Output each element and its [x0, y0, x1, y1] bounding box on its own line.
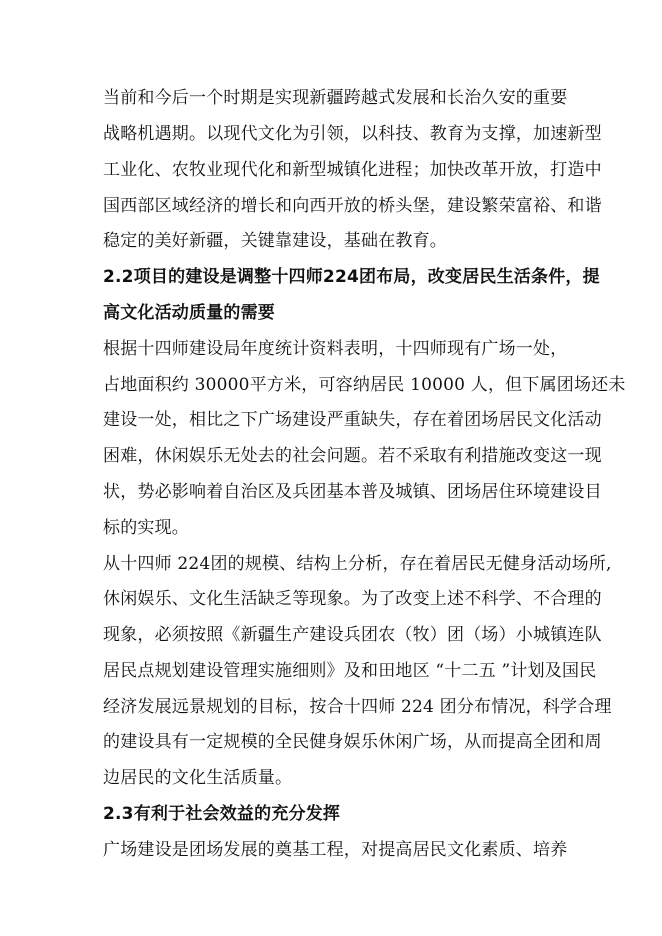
section-heading-2-2-line-2: 高文化活动质量的需要: [103, 303, 275, 323]
section-heading-2-2-line-1: 2.2项目的建设是调整十四师224团布局，改变居民生活条件，提: [103, 267, 600, 287]
paragraph-3-line-1: 从十四师 224团的规模、结构上分析，存在着居民无健身活动场所,: [103, 554, 612, 574]
paragraph-2-line-3: 建设一处，相比之下广场建设严重缺失，存在着团场居民文化活动: [103, 410, 602, 430]
paragraph-3-line-2: 休闲娱乐、文化生活缺乏等现象。为了改变上述不科学、不合理的: [103, 589, 602, 609]
paragraph-2-line-4: 困难，休闲娱乐无处去的社会问题。若不采取有利措施改变这一现: [103, 446, 602, 466]
paragraph-1-line-5: 稳定的美好新疆，关键靠建设，基础在教育。: [103, 231, 447, 251]
paragraph-1-line-1: 当前和今后一个时期是实现新疆跨越式发展和长治久安的重要: [103, 88, 568, 108]
paragraph-2-line-2: 占地面积约 30000平方米，可容纳居民 10000 人，但下属团场还未: [103, 375, 626, 395]
paragraph-3-line-5: 经济发展远景规划的目标，按合十四师 224 团分布情况，科学合理: [103, 697, 612, 717]
paragraph-3-line-3: 现象，必须按照《新疆生产建设兵团农（牧）团（场）小城镇连队: [103, 625, 602, 645]
paragraph-1-line-3: 工业化、农牧业现代化和新型城镇化进程；加快改革开放，打造中: [103, 160, 602, 180]
paragraph-2-line-1: 根据十四师建设局年度统计资料表明，十四师现有广场一处，: [103, 339, 568, 359]
paragraph-1-line-2: 战略机遇期。以现代文化为引领，以科技、教育为支撑，加速新型: [103, 124, 602, 144]
paragraph-2-line-6: 标的实现。: [103, 518, 189, 538]
paragraph-3-line-7: 边居民的文化生活质量。: [103, 768, 293, 788]
paragraph-2-line-5: 状，势必影响着自治区及兵团基本普及城镇、团场居住环境建设目: [103, 482, 602, 502]
paragraph-3-line-6: 的建设具有一定规模的全民健身娱乐休闲广场，从而提高全团和周: [103, 732, 602, 752]
paragraph-4-line-1: 广场建设是团场发展的奠基工程，对提高居民文化素质、培养: [103, 840, 568, 860]
section-heading-2-3: 2.3有利于社会效益的充分发挥: [103, 804, 341, 824]
paragraph-3-line-4: 居民点规划建设管理实施细则》及和田地区 “十二五 ”计划及国民: [103, 661, 597, 681]
paragraph-1-line-4: 国西部区域经济的增长和向西开放的桥头堡，建设繁荣富裕、和谐: [103, 196, 602, 216]
